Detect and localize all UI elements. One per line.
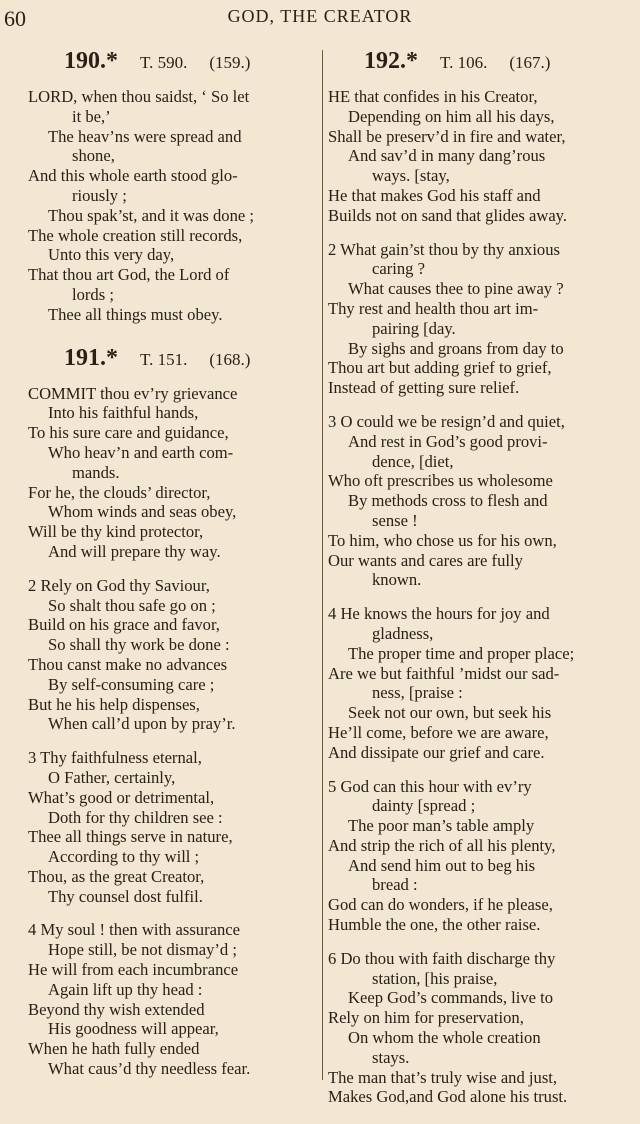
verse-line: Shall be preserv’d in fire and water, — [328, 126, 566, 146]
verse-line: He that makes God his staff and — [328, 185, 541, 205]
verse-line: Thou art but adding grief to grief, — [328, 358, 552, 378]
verse-line: Who oft prescribes us wholesome — [328, 471, 553, 491]
verse-line: caring ? — [372, 259, 425, 279]
verse-line: He will from each incumbrance — [28, 960, 239, 980]
verse-line: Thou, as the great Creator, — [28, 866, 205, 886]
verse-line: riously ; — [72, 185, 127, 205]
hymn — [28, 48, 320, 325]
stanza — [28, 576, 320, 734]
verse-line: mands. — [72, 462, 120, 482]
hymn-header — [64, 345, 320, 372]
verse-line: Are we but faithful ’midst our sad- — [328, 663, 560, 683]
verse-line: known. — [372, 570, 422, 590]
verse-line: Makes God,and God alone his trust. — [328, 1087, 568, 1107]
verse-line: Seek not our own, but seek his — [348, 703, 552, 723]
hymn-number: 191.* — [64, 344, 118, 371]
verse-line: By sighs and groans from day to — [348, 338, 564, 358]
verse-line: Unto this very day, — [48, 245, 175, 265]
verse-line: Build on his grace and favor, — [28, 615, 220, 635]
verse-line: Our wants and cares are fully — [328, 550, 523, 570]
verse-line: Whom winds and seas obey, — [48, 502, 237, 522]
verse-line: The whole creation still records, — [28, 225, 243, 245]
verse-line: Keep God’s commands, live to — [348, 988, 554, 1008]
verse-line: And rest in God’s good provi- — [348, 431, 548, 451]
verse-line: Thy rest and health thou art im- — [328, 298, 539, 318]
verse-line: Thou spak’st, and it was done ; — [48, 205, 255, 225]
verse-line: And sav’d in many dang’rous — [348, 146, 546, 166]
verse-line: His goodness will appear, — [48, 1019, 219, 1039]
verse-line: God can do wonders, if he please, — [328, 895, 553, 915]
verse-line: Hope still, be not dismay’d ; — [48, 940, 237, 960]
tune-number: T. 590. — [140, 53, 188, 72]
verse-line: Instead of getting sure relief. — [328, 378, 520, 398]
verse-line: The proper time and proper place; — [348, 643, 575, 663]
verse-line: HE that confides in his Creator, — [328, 87, 538, 106]
verse-line: By methods cross to flesh and — [348, 491, 548, 511]
verse-line: The poor man’s table amply — [348, 816, 535, 836]
verse-line: Humble the one, the other raise. — [328, 915, 541, 935]
verse-line: According to thy will ; — [48, 847, 200, 867]
stanza — [328, 604, 630, 762]
verse-line: For he, the clouds’ director, — [28, 482, 211, 502]
verse-line: it be,’ — [72, 106, 111, 126]
verse-line: 6 Do thou with faith discharge thy — [328, 948, 556, 968]
verse-line: 2 Rely on God thy Saviour, — [28, 575, 210, 595]
verse-line: And dissipate our grief and care. — [328, 742, 545, 762]
verse-line: When call’d upon by pray’r. — [48, 714, 236, 734]
verse-line: The man that’s truly wise and just, — [328, 1067, 558, 1087]
verse-line: Thee all things must obey. — [48, 304, 223, 324]
hymn — [328, 48, 630, 1107]
verse-line: Rely on him for preservation, — [328, 1008, 524, 1028]
verse-line: The heav’ns were spread and — [48, 126, 242, 146]
verse-line: What’s good or detrimental, — [28, 787, 215, 807]
tune-number: T. 106. — [440, 53, 488, 72]
verse-line: 4 My soul ! then with assurance — [28, 920, 240, 940]
stanza — [328, 87, 630, 226]
verse-line: COMMIT thou ev’ry grievance — [28, 383, 238, 403]
verse-line: He’ll come, before we are aware, — [328, 722, 549, 742]
hymn-number: 190.* — [64, 48, 118, 74]
verse-line: dence, [diet, — [372, 451, 454, 471]
verse-line: ness, [praise : — [372, 683, 463, 703]
running-head: GOD, THE CREATOR — [227, 6, 413, 26]
stanza — [28, 384, 320, 562]
verse-line: 4 He knows the hours for joy and — [328, 604, 550, 624]
column-divider — [322, 50, 323, 1080]
hymn-reference: (167.) — [509, 53, 551, 72]
stanza — [28, 748, 320, 906]
verse-line: 3 Thy faithfulness eternal, — [28, 748, 202, 768]
tune-number: T. 151. — [140, 349, 188, 369]
verse-line: 2 What gain’st thou by thy anxious — [328, 239, 560, 259]
hymn-number: 192.* — [364, 48, 418, 74]
verse-line: bread : — [372, 875, 418, 895]
verse-line: To him, who chose us for his own, — [328, 530, 557, 550]
verse-line: stays. — [372, 1047, 410, 1067]
verse-line: So shalt thou safe go on ; — [48, 595, 216, 615]
verse-line: But he his help dispenses, — [28, 694, 200, 714]
hymn-header — [64, 48, 320, 75]
verse-line: shone, — [72, 146, 115, 166]
verse-line: lords ; — [72, 284, 114, 304]
verse-line: LORD, when thou saidst, ‘ So let — [28, 87, 250, 106]
verse-line: And will prepare thy way. — [48, 541, 221, 561]
verse-line: On whom the whole creation — [348, 1028, 541, 1048]
verse-line: Doth for thy children see : — [48, 807, 223, 827]
verse-line: dainty [spread ; — [372, 796, 476, 816]
verse-line: So shall thy work be done : — [48, 635, 230, 655]
verse-line: Thee all things serve in nature, — [28, 827, 233, 847]
verse-line: And send him out to beg his — [348, 855, 536, 875]
verse-line: Beyond thy wish extended — [28, 999, 205, 1019]
stanza — [28, 920, 320, 1078]
verse-line: When he hath fully ended — [28, 1039, 200, 1059]
verse-line: Depending on him all his days, — [348, 106, 555, 126]
stanza — [328, 949, 630, 1107]
verse-line: And this whole earth stood glo- — [28, 166, 238, 186]
hymn-reference: (159.) — [209, 53, 251, 72]
right-column — [328, 48, 630, 1121]
verse-line: Into his faithful hands, — [48, 403, 199, 423]
verse-line: Again lift up thy head : — [48, 979, 203, 999]
left-column — [28, 48, 320, 1093]
stanza — [328, 412, 630, 590]
verse-line: Who heav’n and earth com- — [48, 442, 234, 462]
page-number: 60 — [4, 6, 26, 31]
verse-line: 5 God can this hour with ev’ry — [328, 776, 532, 796]
verse-line: Will be thy kind protector, — [28, 522, 204, 542]
verse-line: By self-consuming care ; — [48, 674, 215, 694]
hymn-header — [364, 48, 630, 75]
verse-line: Thou canst make no advances — [28, 654, 228, 674]
verse-line: And strip the rich of all his plenty, — [328, 835, 556, 855]
verse-line: That thou art God, the Lord of — [28, 265, 230, 285]
stanza — [328, 777, 630, 935]
verse-line: gladness, — [372, 623, 434, 643]
verse-line: ways. [stay, — [372, 166, 450, 186]
stanza — [28, 87, 320, 325]
verse-line: O Father, certainly, — [48, 767, 176, 787]
verse-line: What caus’d thy needless fear. — [48, 1059, 251, 1079]
hymn — [28, 345, 320, 1079]
verse-line: What causes thee to pine away ? — [348, 279, 564, 299]
verse-line: Thy counsel dost fulfil. — [48, 886, 203, 906]
stanza — [328, 240, 630, 398]
verse-line: Builds not on sand that glides away. — [328, 205, 568, 225]
verse-line: 3 O could we be resign’d and quiet, — [328, 411, 565, 431]
verse-line: station, [his praise, — [372, 968, 498, 988]
hymn-reference: (168.) — [209, 349, 251, 369]
verse-line: To his sure care and guidance, — [28, 423, 229, 443]
verse-line: pairing [day. — [372, 318, 456, 338]
verse-line: sense ! — [372, 510, 418, 530]
